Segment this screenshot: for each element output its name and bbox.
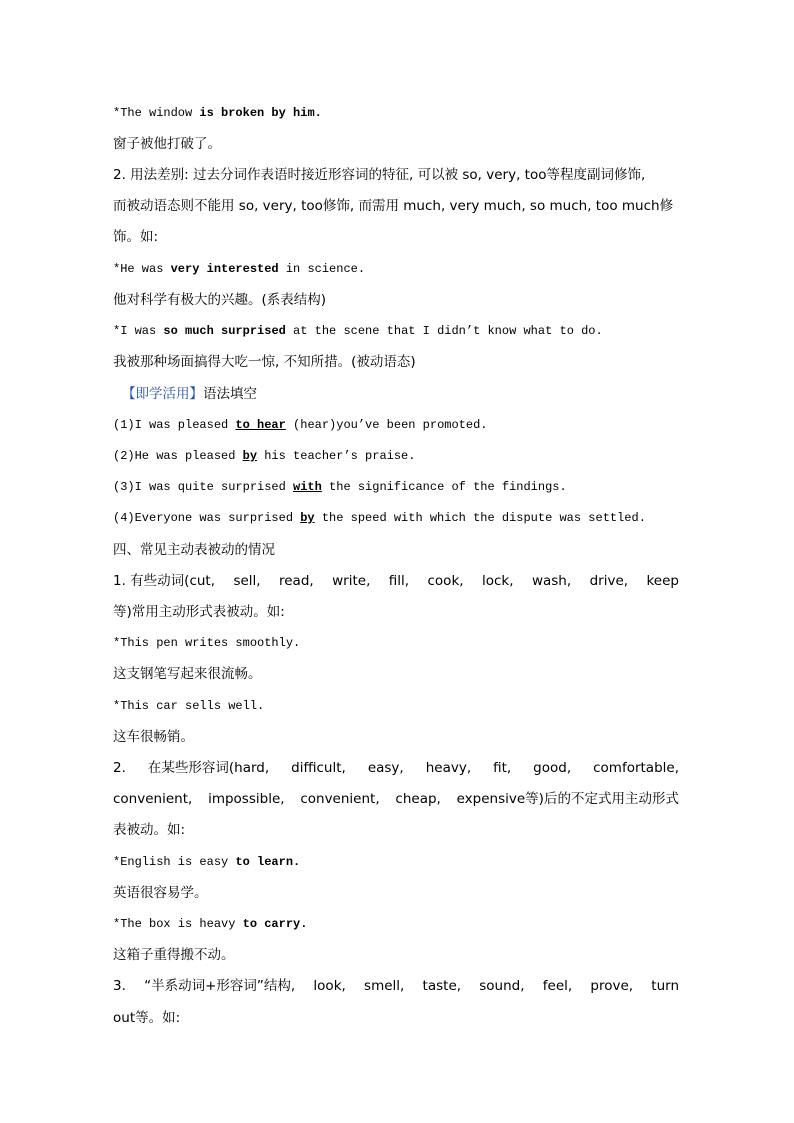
example-interested-translation: 他对科学有极大的兴趣。(系表结构) bbox=[113, 292, 327, 308]
exercise-4: (4)Everyone was surprised by the speed with which the dispute was settled. bbox=[113, 511, 646, 525]
exercise-1: (1)I was pleased to hear (hear)you’ve been promoted. bbox=[113, 418, 488, 432]
example-window: *The window is broken by him. bbox=[113, 106, 322, 120]
rule-2-line-3: 表被动。如: bbox=[113, 822, 186, 838]
example-box-translation: 这箱子重得搬不动。 bbox=[113, 947, 235, 963]
example-box: *The box is heavy to carry. bbox=[113, 917, 308, 931]
example-pen-translation: 这支钢笔写起来很流畅。 bbox=[113, 666, 262, 682]
rule-2-line-2: convenient, impossible, convenient, cheap, expensive等)后的不定式用主动形式 bbox=[113, 791, 679, 807]
usage-difference-line-2: 而被动语态则不能用 so, very, too修饰, 而需用 much, very much, so much, too much修 bbox=[113, 198, 674, 214]
example-car: *This car sells well. bbox=[113, 699, 265, 713]
rule-3-line-1: 3. “半系动词+形容词”结构, look, smell, taste, sound, feel, prove, turn bbox=[113, 978, 679, 994]
rule-3-line-2: out等。如: bbox=[113, 1010, 181, 1026]
answer-blank: to hear bbox=[235, 418, 286, 432]
usage-difference-line-3: 饰。如: bbox=[113, 229, 159, 245]
example-english: *English is easy to learn. bbox=[113, 855, 301, 869]
example-english-translation: 英语很容易学。 bbox=[113, 885, 208, 901]
answer-blank: by bbox=[242, 449, 258, 463]
practice-tag: 【即学活用】 bbox=[122, 386, 203, 402]
example-car-translation: 这车很畅销。 bbox=[113, 729, 194, 745]
exercise-2: (2)He was pleased by his teacher’s praise. bbox=[113, 449, 416, 463]
rule-2-line-1: 2. 在某些形容词(hard, difficult, easy, heavy, fit, good, comfortable, bbox=[113, 760, 679, 776]
usage-difference-line-1: 2. 用法差别: 过去分词作表语时接近形容词的特征, 可以被 so, very, too等程度副词修饰, bbox=[113, 167, 646, 183]
answer-blank: by bbox=[300, 511, 315, 525]
example-pen: *This pen writes smoothly. bbox=[113, 636, 301, 650]
answer-blank: with bbox=[293, 480, 322, 494]
example-interested: *He was very interested in science. bbox=[113, 262, 366, 276]
section-heading: 四、常见主动表被动的情况 bbox=[113, 542, 275, 558]
example-window-translation: 窗子被他打破了。 bbox=[113, 136, 221, 152]
example-surprised-translation: 我被那种场面搞得大吃一惊, 不知所措。(被动语态) bbox=[113, 354, 416, 370]
rule-1-line-2: 等)常用主动形式表被动。如: bbox=[113, 604, 285, 620]
exercise-3: (3)I was quite surprised with the significance of the findings. bbox=[113, 480, 567, 494]
practice-heading: 【即学活用】语法填空 bbox=[122, 386, 257, 402]
rule-1-line-1: 1. 有些动词(cut, sell, read, write, fill, cook, lock, wash, drive, keep bbox=[113, 573, 679, 589]
example-surprised: *I was so much surprised at the scene that I didn’t know what to do. bbox=[113, 324, 603, 338]
